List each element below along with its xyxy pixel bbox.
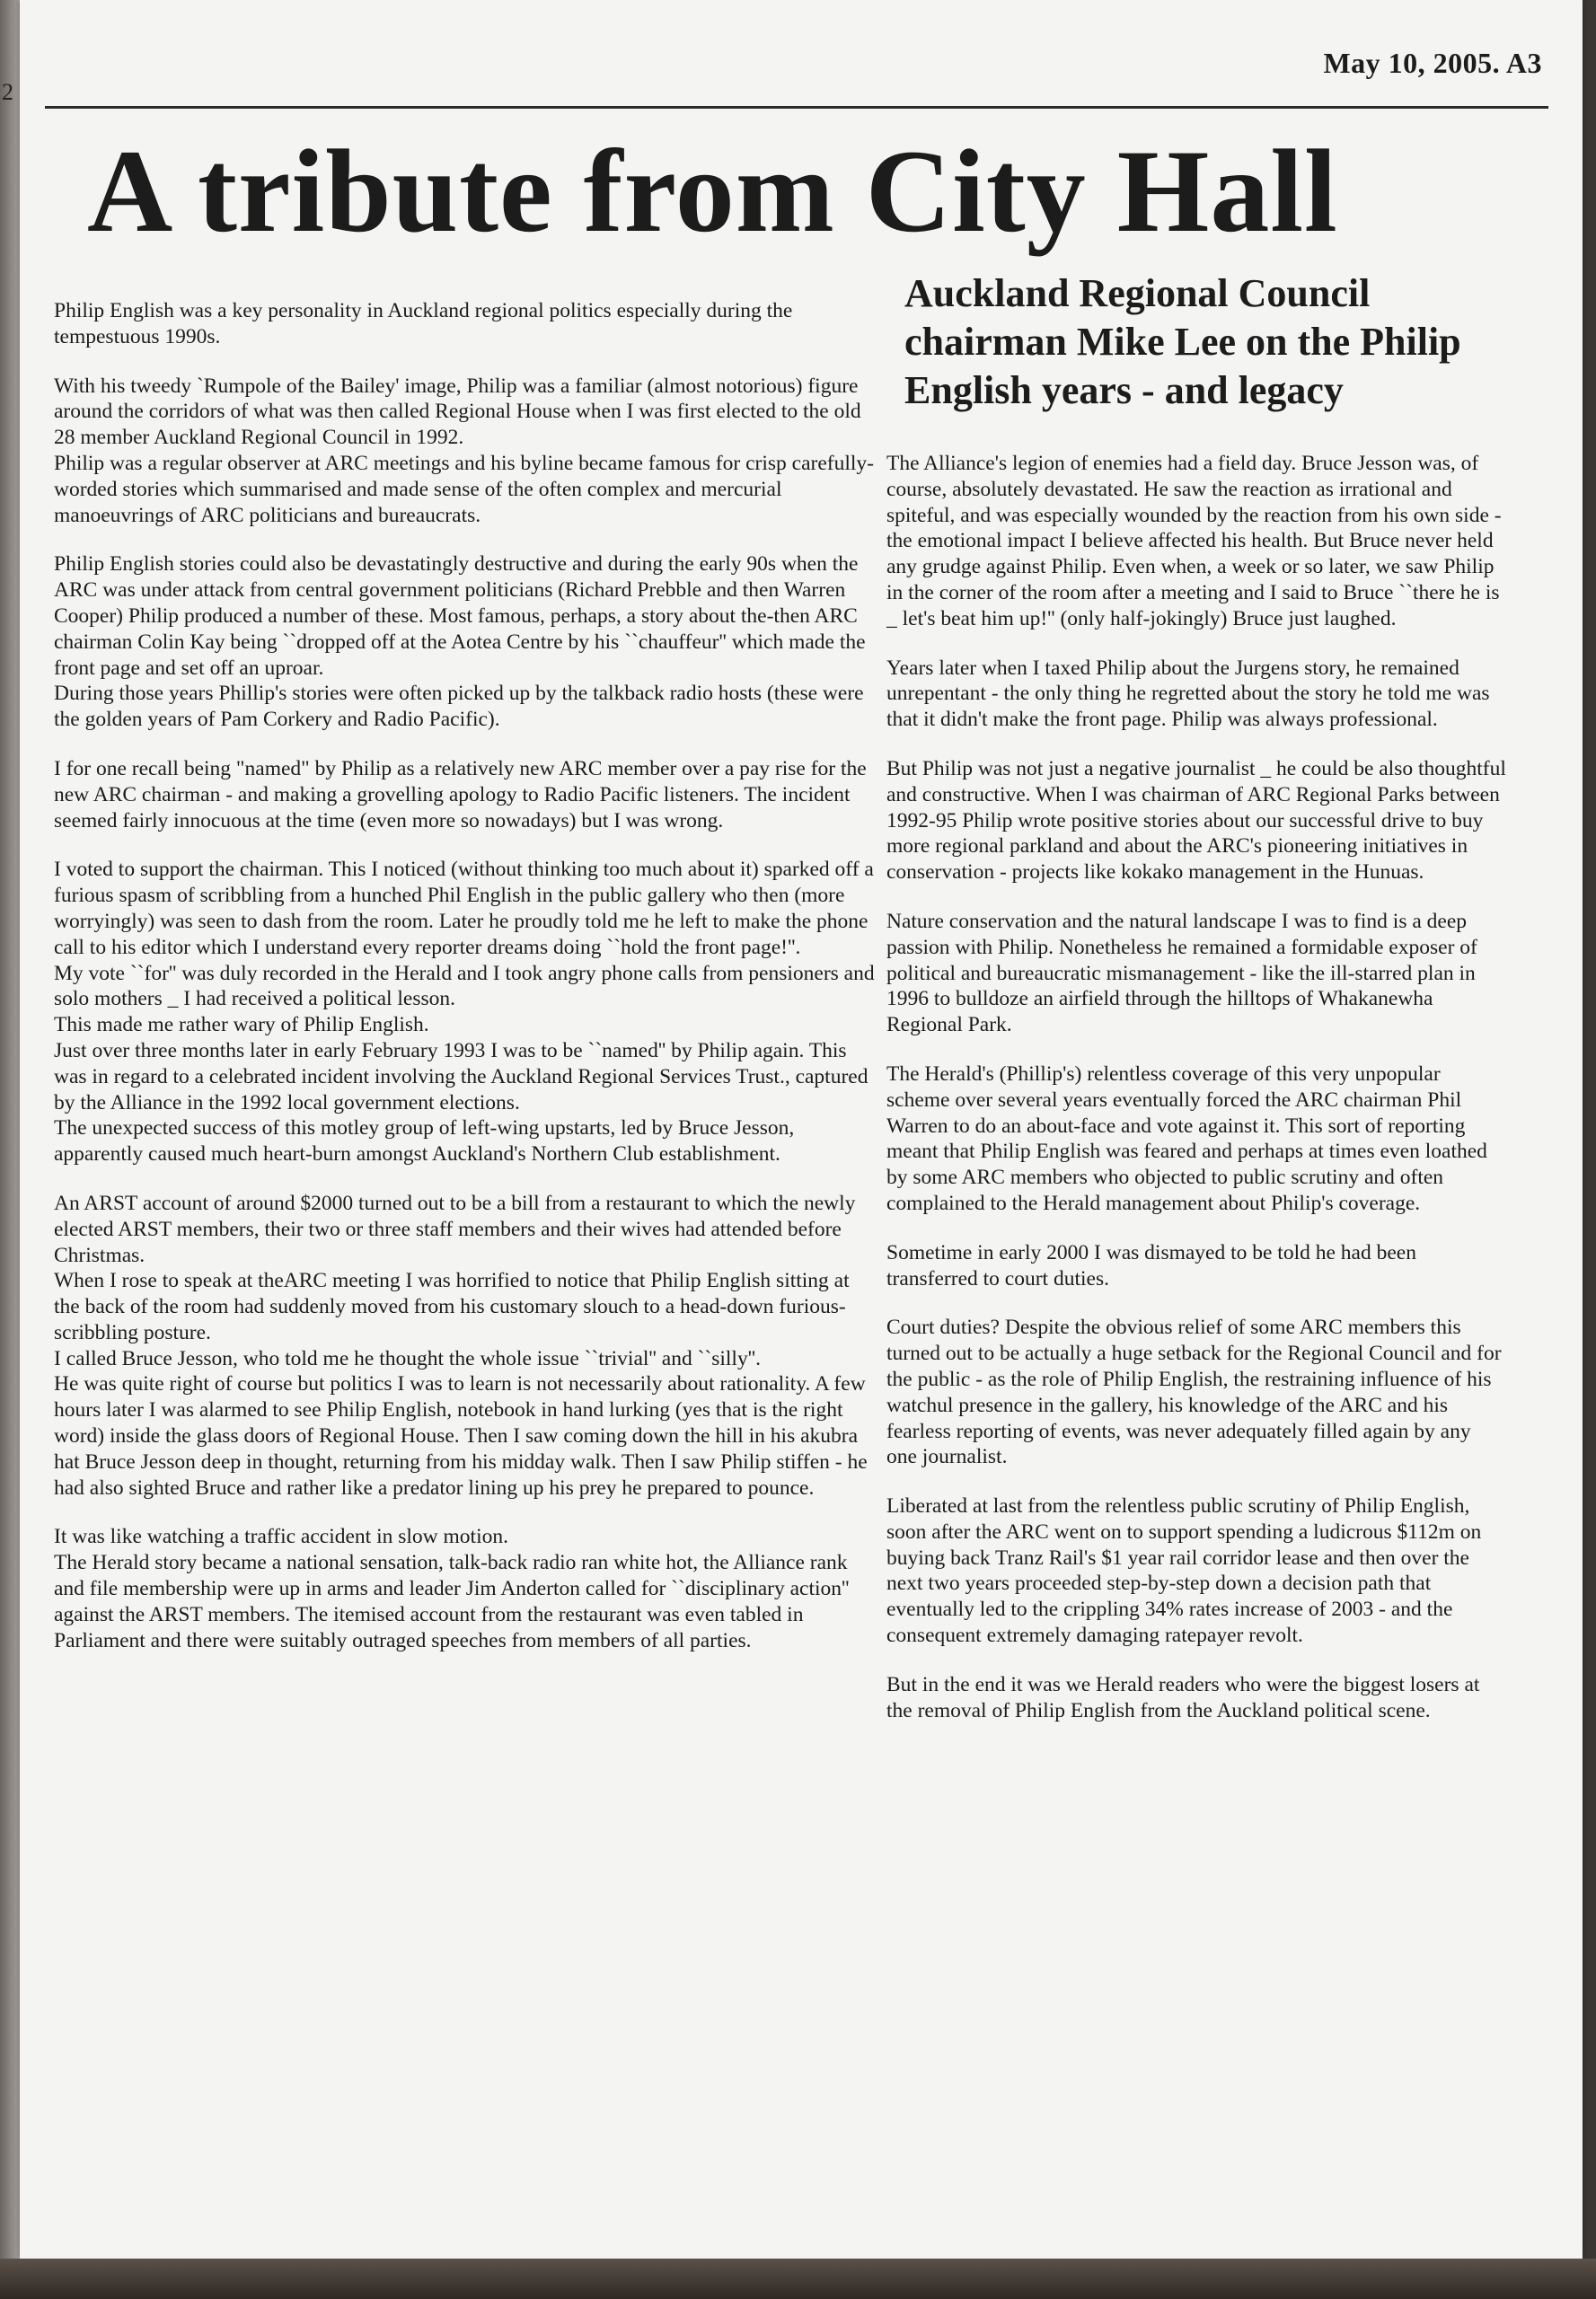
paragraph: This made me rather wary of Philip English. [54,1013,429,1037]
paragraph: But Philip was not just a negative journalist _ he could be also thoughtful and constructive. When I was chairman of ARC Regional Parks between 1992-95 Philip wrote positive stories about our successful drive to buy more regional parkland and about the ARC's pioneering initiatives in conservation - projects like kokako management in the Hunuas. [886,756,1506,885]
paragraph: Liberated at last from the relentless public scrutiny of Philip English, soon after the ARC went on to support spending a ludicrous $112m on buying back Tranz Rail's $1 year rail corridor lease and then over the next two years proceeded step-by-step down a decision path that eventually led to the crippling 34% rates increase of 2003 - and the consequent extremely damaging ratepayer revolt. [886,1494,1482,1648]
paragraph: Years later when I taxed Philip about the Jurgens story, he remained unrepentant - the only thing he regretted about the story he told me was that it didn't make the front page. Philip was always professional. [886,656,1490,732]
paragraph: It was like watching a traffic accident in slow motion. [54,1525,508,1549]
paragraph: Sometime in early 2000 I was dismayed to be told he had been transferred to court duties. [886,1240,1416,1290]
newspaper-page [20,0,1583,2259]
paragraph: The Alliance's legion of enemies had a field day. Bruce Jesson was, of course, absolutely devastated. He saw the reaction as irrational and spiteful, and was especially wounded by the reaction from his own side - the emotional impact I believe affected his health. But Bruce never held any grudge against Philip. Even when, a week or so later, we saw Philip in the corner of the room after a meeting and I said to Bruce ``there he is _ let's beat him up!'' (only half-jokingly) Bruce just laughed. [886,452,1502,630]
paragraph: Court duties? Despite the obvious relief of some ARC members this turned out to be actually a huge setback for the Regional Council and for the public - as the role of Philip English, the restraining influence of his watchul presence in the gallery, his knowledge of the ARC and his fearless reporting of events, was never adequately filled again by any one journalist. [886,1316,1502,1469]
subheadline: Auckland Regional Council chairman Mike Lee on the Philip English years - and legacy [904,271,1461,412]
paragraph: He was quite right of course but politics I was to learn is not necessarily about rationality. A few hours later I was alarmed to see Philip English, notebook in hand lurking (yes that is the right word) inside the glass doors of Regional House. Then I saw coming down the hill in his akubra hat Bruce Jesson deep in thought, returning from his midday walk. Then I saw Philip stiffen - he had also sighted Bruce and rather like a predator lining up his prey he prepared to pounce. [54,1372,868,1500]
paragraph: The Herald's (Phillip's) relentless coverage of this very unpopular scheme over several years eventually forced the ARC chairman Phil Warren to do an about-face and vote against it. This sort of reporting meant that Philip English was feared and perhaps at times even loathed by some ARC members who objected to public scrutiny and often complained to the Herald management about Philip's coverage. [886,1061,1487,1215]
dateline: May 10, 2005. A3 [1323,47,1542,79]
paragraph: An ARST account of around $2000 turned out to be a bill from a restaurant to which the newly elected ARST members, their two or three staff members and their wives had attended before Christmas. [54,1191,856,1267]
adjacent-page-number: 2 [2,79,13,105]
paragraph: During those years Phillip's stories were often picked up by the talkback radio hosts (these were the golden years of Pam Corkery and Radio Pacific). [54,682,864,732]
headline: A tribute from City Hall [87,125,1338,257]
table-surface [0,2259,1596,2299]
paragraph: But in the end it was we Herald readers who were the biggest losers at the removal of Philip English from the Auckland political scene. [886,1672,1480,1722]
left-column [54,298,880,1677]
paragraph: I called Bruce Jesson, who told me he thought the whole issue ``trivial'' and ``silly''. [54,1346,762,1370]
paragraph: My vote ``for'' was duly recorded in the Herald and I took angry phone calls from pensioners and solo mothers _ I had received a political lesson. [54,961,875,1011]
paragraph: The Herald story became a national sensation, talk-back radio ran white hot, the Alliance rank and file membership were up in arms and leader Jim Anderton called for ``disciplinary action'' against the ARST members. The itemised account from the restaurant was even tabled in Parliament and there were suitably outraged speeches from members of all parties. [54,1551,850,1652]
header-rule [45,106,1548,109]
right-column [886,269,1506,1747]
paragraph: When I rose to speak at theARC meeting I was horrified to notice that Philip English sitting at the back of the room had suddenly moved from his customary slouch to a head-down furious-scribbling posture. [54,1269,850,1344]
paragraph: With his tweedy `Rumpole of the Bailey' image, Philip was a familiar (almost notorious) figure around the corridors of what was then called Regional House when I was first elected to the old 28 member Auckland Regional Council in 1992. [54,374,861,450]
paragraph: Just over three months later in early February 1993 I was to be ``named'' by Philip again. This was in regard to a celebrated incident involving the Auckland Regional Services Trust., captured by the Alliance in the 1992 local government elections. [54,1038,869,1114]
paragraph: Nature conservation and the natural landscape I was to find is a deep passion with Philip. Nonetheless he remained a formidable exposer of political and bureaucratic mismanagement - like the ill-starred plan in 1996 to bulldoze an airfield through the hilltops of Whakanewha Regional Park. [886,909,1477,1037]
paragraph: Philip English stories could also be devastatingly destructive and during the early 90s when the ARC was under attack from central government politicians (Richard Prebble and then Warren Cooper) Philip produced a number of these. Most famous, perhaps, a story about the-then ARC chairman Colin Kay being ``dropped off at the Aotea Centre by his ``chauffeur'' which made the front page and set off an uproar. [54,552,866,680]
paragraph: The unexpected success of this motley group of left-wing upstarts, led by Bruce Jesson, apparently caused much heart-burn amongst Auckland's Northern Club establishment. [54,1116,795,1167]
paragraph: I voted to support the chairman. This I noticed (without thinking too much about it) sparked off a furious spasm of scribbling from a hunched Phil English in the public gallery who then (more worryingly) was seen to dash from the room. Later he proudly told me he left to make the phone call to his editor which I understand every reporter dreams doing ``hold the front page!''. [54,858,874,959]
paragraph: Philip was a regular observer at ARC meetings and his byline became famous for crisp carefully-worded stories which summarised and made sense of the often complex and mercurial manoeuvrings of ARC politicians and bureaucrats. [54,451,874,527]
paragraph: I for one recall being "named" by Philip as a relatively new ARC member over a pay rise for the new ARC chairman - and making a grovelling apology to Radio Pacific listeners. The incident seemed fairly innocuous at the time (even more so nowadays) but I was wrong. [54,756,867,832]
paragraph: Philip English was a key personality in Auckland regional politics especially during the tempestuous 1990s. [54,299,793,348]
